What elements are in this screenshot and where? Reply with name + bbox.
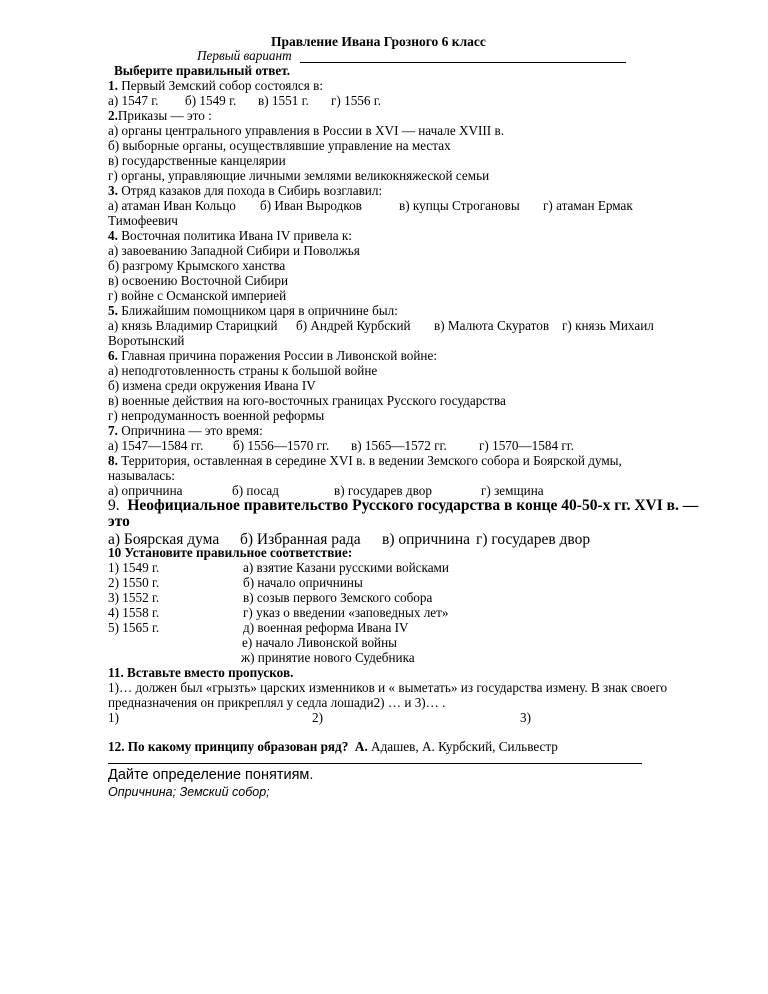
question-9 xyxy=(108,497,698,515)
event-item: г) указ о введении «заповедных лет» xyxy=(243,605,449,620)
event-item: е) начало Ливонской войны xyxy=(242,635,398,650)
answer-option: а) органы центрального управления в России в XVI — начале XVIII в. xyxy=(108,123,505,138)
answer-option: г) земщина xyxy=(481,483,544,498)
question-8 xyxy=(108,453,622,468)
event-item: ж) принятие нового Судебника xyxy=(241,650,415,665)
question-text: Территория, оставленная в середине XVI в. в ведении Земского собора и Боярской думы, xyxy=(117,453,622,468)
event-item: в) созыв первого Земского собора xyxy=(243,590,433,605)
question-3 xyxy=(108,183,382,198)
answer-option: в) государственные канцелярии xyxy=(108,153,286,168)
answer-label: А. xyxy=(354,739,368,754)
answer-option: в) купцы Строгановы xyxy=(399,198,520,213)
answer-option: г) государев двор xyxy=(476,531,591,548)
fill-in-text: 1)… должен был «грызть» царских изменников и « выметать» из государства измену. В знак своего xyxy=(108,680,668,695)
answer-option: г) войне с Османской империей xyxy=(108,288,287,303)
answer-option: б) 1556—1570 гг. xyxy=(233,438,330,453)
answer-option: а) 1547—1584 гг. xyxy=(108,438,204,453)
question-11-title: 11. Вставьте вместо пропусков. xyxy=(108,665,294,680)
instruction: Выберите правильный ответ. xyxy=(114,63,290,78)
answer-option: г) 1570—1584 гг. xyxy=(479,438,574,453)
question-number: 7. xyxy=(108,423,118,438)
year-item: 3) 1552 г. xyxy=(108,590,160,605)
answer-blank-2: 2) xyxy=(312,710,323,725)
answer-option: б) посад xyxy=(232,483,279,498)
separator-line xyxy=(108,763,642,764)
answer-option: в) опричнина xyxy=(382,531,471,548)
question-number: 1. xyxy=(108,78,118,93)
question-text: Главная причина поражения России в Ливонской войне: xyxy=(117,348,437,363)
answer-option: а) неподготовленность страны к большой войне xyxy=(108,363,378,378)
answer-option: а) опричнина xyxy=(108,483,183,498)
question-number: 6. xyxy=(108,348,118,363)
answer-option: г) непродуманность военной реформы xyxy=(108,408,325,423)
question-7 xyxy=(108,423,263,438)
worksheet-title: Правление Ивана Грозного 6 класс xyxy=(271,34,486,49)
question-12-title: 12. По какому принципу образован ряд? xyxy=(108,739,349,754)
question-text: Первый Земский собор состоялся в: xyxy=(117,78,324,93)
question-number: 3. xyxy=(108,183,118,198)
question-text: Восточная политика Ивана IV привела к: xyxy=(117,228,352,243)
answer-option: б) измена среди окружения Ивана IV xyxy=(108,378,316,393)
question-12 xyxy=(108,739,558,754)
answer-text: Адашев, А. Курбский, Сильвестр xyxy=(367,739,558,754)
definitions-concepts: Опричнина; Земский собор; xyxy=(108,785,270,799)
question-text-continuation: называлась: xyxy=(108,468,175,483)
answer-option: в) военные действия на юго-восточных границах Русского государства xyxy=(108,393,506,408)
answer-option: а) 1547 г. xyxy=(108,93,159,108)
question-6 xyxy=(108,348,437,363)
question-10-title: 10 Установите правильное соответствие: xyxy=(108,545,353,560)
answer-option: в) 1551 г. xyxy=(258,93,309,108)
question-1 xyxy=(108,78,323,93)
variant-underline xyxy=(300,62,626,63)
answer-option-continuation: Тимофеевич xyxy=(108,213,178,228)
question-text: Отряд казаков для похода в Сибирь возглавил: xyxy=(117,183,383,198)
answer-blank-1: 1) xyxy=(108,710,119,725)
year-item: 2) 1550 г. xyxy=(108,575,160,590)
answer-option: в) Малюта Скуратов xyxy=(434,318,550,333)
answer-option: в) 1565—1572 гг. xyxy=(351,438,447,453)
question-number: 8. xyxy=(108,453,118,468)
question-number: 9. xyxy=(108,497,120,514)
answer-option: б) Андрей Курбский xyxy=(296,318,411,333)
question-text: Опричнина — это время: xyxy=(117,423,263,438)
answer-option-continuation: Воротынский xyxy=(108,333,185,348)
question-text: Неофициальное правительство Русского государства в конце 40-50-х гг. XVI в. — xyxy=(127,497,699,514)
answer-option: б) Избранная рада xyxy=(240,531,361,548)
question-text: Приказы — это : xyxy=(117,108,212,123)
question-number: 2. xyxy=(108,108,118,123)
answer-option: а) князь Владимир Старицкий xyxy=(108,318,278,333)
fill-in-text: предназначения он прикреплял у седла лошади2) … и 3)… . xyxy=(108,695,446,710)
question-text: Ближайшим помощником царя в опричнине был: xyxy=(117,303,398,318)
question-number: 4. xyxy=(108,228,118,243)
year-item: 1) 1549 г. xyxy=(108,560,160,575)
answer-option: г) органы, управляющие личными землями великокняжеской семьи xyxy=(108,168,490,183)
event-item: д) военная реформа Ивана IV xyxy=(243,620,409,635)
question-number: 5. xyxy=(108,303,118,318)
answer-option: а) завоеванию Западной Сибири и Поволжья xyxy=(108,243,360,258)
answer-option: а) Боярская дума xyxy=(108,531,220,548)
year-item: 4) 1558 г. xyxy=(108,605,160,620)
answer-option: в) освоению Восточной Сибири xyxy=(108,273,289,288)
answer-option: б) выборные органы, осуществлявшие управление на местах xyxy=(108,138,451,153)
answer-option: г) атаман Ермак xyxy=(543,198,633,213)
definitions-title: Дайте определение понятиям. xyxy=(108,767,314,783)
answer-option: б) Иван Выродков xyxy=(260,198,362,213)
answer-option: б) разгрому Крымского ханства xyxy=(108,258,286,273)
question-5 xyxy=(108,303,398,318)
answer-option: г) 1556 г. xyxy=(331,93,381,108)
question-2 xyxy=(108,108,212,123)
answer-option: б) 1549 г. xyxy=(185,93,237,108)
answer-option: а) атаман Иван Кольцо xyxy=(108,198,236,213)
event-item: а) взятие Казани русскими войсками xyxy=(243,560,449,575)
answer-blank-3: 3) xyxy=(520,710,531,725)
question-4 xyxy=(108,228,352,243)
event-item: б) начало опричнины xyxy=(243,575,363,590)
year-item: 5) 1565 г. xyxy=(108,620,160,635)
question-text-continuation: это xyxy=(108,513,130,530)
variant-label: Первый вариант xyxy=(197,48,292,63)
answer-option: г) князь Михаил xyxy=(562,318,654,333)
answer-option: в) государев двор xyxy=(334,483,432,498)
